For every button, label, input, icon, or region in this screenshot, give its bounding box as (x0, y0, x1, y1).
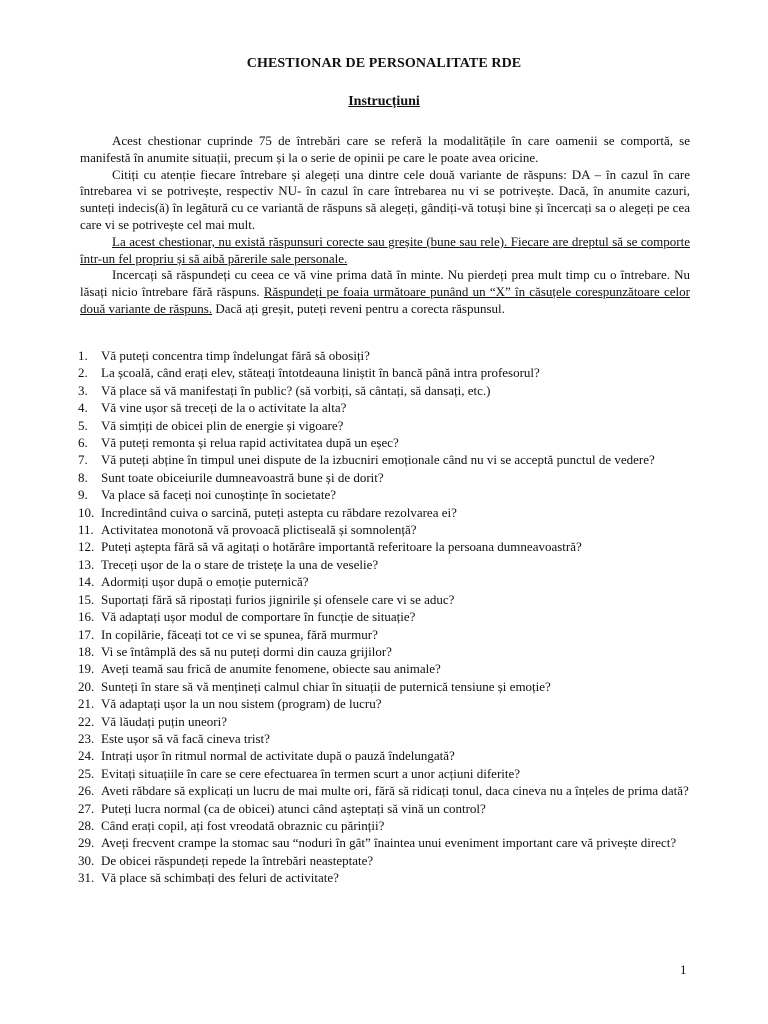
question-text: Evitați situațiile în care se cere efectuarea în termen scurt a unor acțiuni diferite? (101, 765, 521, 781)
question-item (78, 660, 690, 677)
question-number: 21. (78, 696, 95, 712)
intro-paragraph-3: La acest chestionar, nu există răspunsuri corecte sau greșite (bune sau rele). Fiecare are dreptul să se comporte într-un fel propriu și să aibă părerile sale personale. (80, 233, 690, 266)
question-item (78, 713, 690, 730)
question-text: Vă puteți remonta și relua rapid activitatea după un eșec? (101, 435, 399, 451)
question-item (78, 382, 690, 399)
question-text: Treceți ușor de la o stare de tristețe la una de veselie? (101, 556, 379, 572)
question-item (78, 608, 690, 625)
question-number: 1. (78, 348, 88, 363)
question-number: 17. (78, 626, 95, 642)
question-item (78, 469, 690, 486)
question-text: Aveți frecvent crampe la stomac sau “noduri în gât” înaintea unui eveniment important care vă privește direct? (101, 835, 677, 851)
question-item (78, 364, 690, 381)
question-text: Aveti răbdare să explicați un lucru de mai multe ori, fără să ridicați tonul, daca cineva nu a înțeles de prima dată? (101, 783, 689, 799)
question-list (78, 347, 690, 887)
question-item (78, 782, 690, 799)
question-item (78, 486, 690, 503)
question-number: 27. (78, 800, 95, 816)
intro-paragraph-2: Citiți cu atenție fiecare întrebare și alegeți una dintre cele două variante de răspuns: DA – în cazul în care întrebarea vi se potrivește, respectiv NU- în cazul în care întrebarea nu vi se potrivește. Dacă, în anumite cazuri, sunteți indecis(ă) în legătură cu ce variantă de răspuns să alegeți, gândiți-vă totuși bine și încercați sa o alegeți pe cea care vi se potrivește cel mai mult. (80, 166, 690, 232)
question-text: Sunt toate obiceiurile dumneavoastră bune și de dorit? (101, 469, 384, 485)
question-item (78, 556, 690, 573)
question-number: 28. (78, 817, 95, 833)
page-number: 1 (680, 962, 687, 977)
question-text: Vă puteți abține în timpul unei dispute de la izbucniri emoționale când nu vi se acceptă punctul de vedere? (101, 452, 655, 468)
question-number: 13. (78, 556, 95, 572)
question-text: Vă lăudați puțin uneori? (101, 713, 227, 729)
question-item (78, 817, 690, 834)
question-item (78, 747, 690, 764)
question-number: 7. (78, 452, 88, 468)
question-item (78, 834, 690, 851)
question-text: Vă place să schimbați des feluri de activitate? (101, 870, 339, 886)
question-number: 4. (78, 400, 88, 416)
question-item (78, 521, 690, 538)
question-item (78, 643, 690, 660)
question-item (78, 800, 690, 817)
question-text: Intrați ușor în ritmul normal de activitate după o pauză îndelungată? (101, 748, 455, 764)
question-number: 5. (78, 417, 88, 433)
question-item (78, 730, 690, 747)
question-number: 26. (78, 783, 95, 799)
question-text: Vă place să vă manifestați în public? (să vorbiți, să cântați, să dansați, etc.) (101, 382, 491, 398)
question-item (78, 399, 690, 416)
question-item (78, 573, 690, 590)
question-text: Vă puteți concentra timp îndelungat fără să obosiți? (101, 348, 370, 363)
question-number: 15. (78, 591, 95, 607)
question-text: Incredintând cuiva o sarcină, puteți astepta cu răbdare rezolvarea ei? (101, 504, 457, 520)
question-number: 14. (78, 574, 95, 590)
question-text: Va place să faceți noi cunoștințe în societate? (101, 487, 336, 503)
question-item (78, 417, 690, 434)
intro-paragraph-4-part-c: Dacă ați greșit, puteți reveni pentru a corecta răspunsul. (212, 300, 505, 316)
question-number: 18. (78, 643, 95, 659)
question-number: 8. (78, 469, 88, 485)
question-text: Vi se întâmplă des să nu puteți dormi din cauza grijilor? (101, 643, 392, 659)
question-item (78, 852, 690, 869)
question-text: Aveți teamă sau frică de anumite fenomene, obiecte sau animale? (101, 661, 441, 677)
question-item (78, 626, 690, 643)
question-item (78, 538, 690, 555)
question-number: 19. (78, 661, 95, 677)
question-text: La școală, când erați elev, stăteați întotdeauna liniștit în bancă până intra profesorul? (101, 365, 540, 381)
question-number: 11. (78, 522, 94, 538)
question-item (78, 451, 690, 468)
question-text: Puteți lucra normal (ca de obicei) atunci când așteptați să vină un control? (101, 800, 486, 816)
question-text: Vă simțiți de obicei plin de energie și vigoare? (101, 417, 344, 433)
question-text: De obicei răspundeți repede la întrebări neasteptate? (101, 852, 374, 868)
question-text: Sunteți în stare să vă mențineți calmul chiar în situații de puternică tensiune și emoție? (101, 678, 551, 694)
question-number: 2. (78, 365, 88, 381)
question-text: Vă adaptați ușor modul de comportare în funcție de situație? (101, 609, 416, 625)
question-number: 30. (78, 852, 95, 868)
question-text: Vă adaptați ușor la un nou sistem (program) de lucru? (101, 696, 382, 712)
question-item (78, 695, 690, 712)
question-number: 22. (78, 713, 95, 729)
question-number: 16. (78, 609, 95, 625)
question-number: 31. (78, 870, 95, 886)
question-number: 24. (78, 748, 95, 764)
question-number: 9. (78, 487, 88, 503)
question-number: 3. (78, 382, 88, 398)
intro-paragraph-4-underlined: Răspundeți pe foaia următoare punând un “X” în căsuțele corespunzătoare celor două variante de răspuns. (80, 284, 690, 316)
question-number: 25. (78, 765, 95, 781)
question-item (78, 765, 690, 782)
question-number: 20. (78, 678, 95, 694)
question-number: 10. (78, 504, 95, 520)
question-text: Când erați copil, ați fost vreodată obraznic cu părinții? (101, 817, 385, 833)
question-text: Este ușor să vă facă cineva trist? (101, 730, 270, 746)
question-item (78, 869, 690, 886)
question-number: 12. (78, 539, 95, 555)
question-item (78, 678, 690, 695)
instructions-text (80, 133, 690, 318)
question-item (78, 591, 690, 608)
question-item (78, 504, 690, 521)
intro-paragraph-1: Acest chestionar cuprinde 75 de întrebări care se referă la modalitățile în care oamenii se comportă, se manifestă în anumite situații, precum și la o serie de opinii pe care le poate avea oricine. (80, 133, 690, 165)
question-text: Suportați fără să ripostați furios jignirile și ofensele care vi se aduc? (101, 591, 455, 607)
question-number: 6. (78, 435, 88, 451)
instructions-heading: Instrucțiuni (348, 94, 420, 109)
question-item (78, 434, 690, 451)
question-number: 23. (78, 730, 95, 746)
question-text: Vă vine ușor să treceți de la o activitate la alta? (101, 400, 347, 416)
question-text: Adormiți ușor după o emoție puternică? (101, 574, 309, 590)
question-text: Activitatea monotonă vă provoacă plictiseală și somnolență? (101, 522, 417, 538)
intro-paragraph-4 (80, 267, 690, 317)
intro-paragraph-4-part-a: Incercați să răspundeți cu ceea ce vă vine prima dată în minte. Nu pierdeți prea mult timp cu o întrebare. Nu lăsați nicio întrebare fără răspuns. (80, 267, 690, 300)
document-title: CHESTIONAR DE PERSONALITATE RDE (246, 56, 522, 71)
question-text: Puteți aștepta fără să vă agitați o hotărâre importantă referitoare la persoana dumneavoastră? (101, 539, 582, 555)
question-number: 29. (78, 835, 95, 851)
question-text: In copilărie, făceați tot ce vi se spunea, fără murmur? (101, 626, 378, 642)
question-item (78, 347, 690, 364)
